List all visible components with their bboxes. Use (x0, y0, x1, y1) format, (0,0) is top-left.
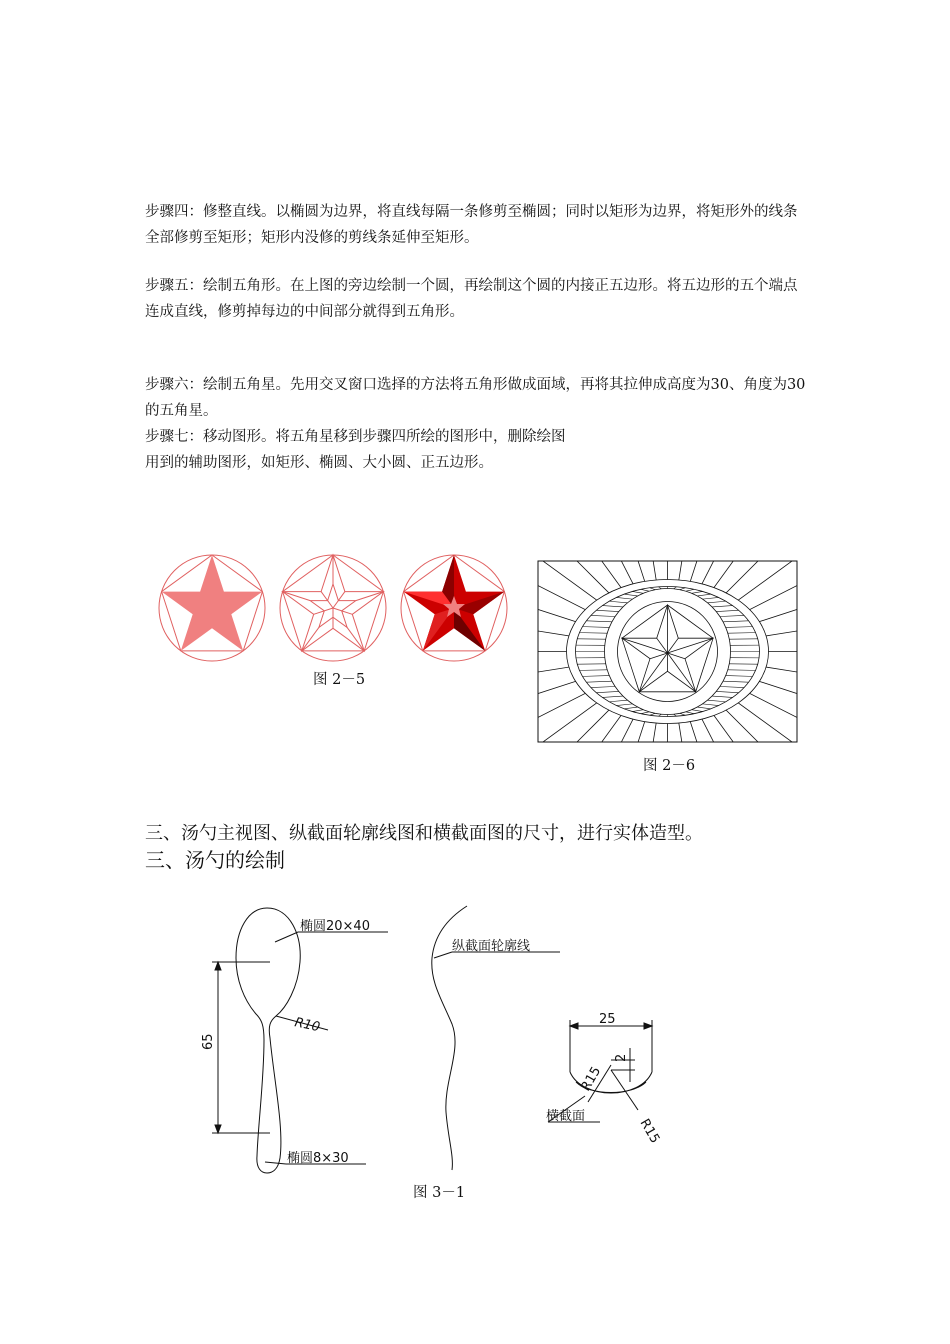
label-ellipse-small: 椭圆8×30 (287, 1151, 349, 1166)
figure-2-6-caption: 图 2－6 (643, 758, 696, 774)
label-thickness-2: 2 (614, 1053, 629, 1062)
figure-2-5 (150, 548, 510, 673)
star-flat (159, 555, 265, 661)
label-r15-a: R15 (578, 1064, 605, 1094)
figure-2-6 (537, 560, 799, 744)
label-profile: 纵截面轮廓线 (452, 939, 531, 954)
figure-2-5-caption: 图 2－5 (313, 672, 366, 688)
label-ellipse-big: 椭圆20×40 (300, 919, 370, 934)
star-wireframe (280, 555, 386, 661)
step5-text: 步骤五：绘制五角形。在上图的旁边绘制一个圆，再绘制这个圆的内接正五边形。将五边形的五个端点连成直线，修剪掉每边的中间部分就得到五角形。 (145, 278, 798, 320)
step6-text: 步骤六：绘制五角星。先用交叉窗口选择的方法将五角形做成面域，再将其拉伸成高度为30、角度为30的五角星。 (145, 377, 806, 419)
label-length-65: 65 (201, 1033, 216, 1050)
label-width-25: 25 (599, 1012, 616, 1027)
step7-line1: 步骤七：移动图形。将五角星移到步骤四所绘的图形中，删除绘图 (145, 429, 566, 445)
label-r10: R10 (293, 1015, 322, 1036)
section3-line1: 三、汤勺主视图、纵截面轮廓线图和横截面图的尺寸，进行实体造型。 (145, 823, 703, 844)
star-3d (401, 555, 507, 661)
figure-3-1 (190, 900, 680, 1180)
label-r15-b: R15 (636, 1116, 663, 1147)
step4-text: 步骤四：修整直线。以椭圆为边界，将直线每隔一条修剪至椭圆；同时以矩形为边界，将矩形外的线条全部修剪至矩形；矩形内没修的剪线条延伸至矩形。 (145, 204, 798, 246)
section3-title: 三、汤勺的绘制 (145, 848, 285, 872)
step7-text (145, 424, 810, 476)
step7-line2: 用到的辅助图形，如矩形、椭圆、大小圆、正五边形。 (145, 455, 493, 471)
figure-3-1-caption: 图 3－1 (413, 1185, 466, 1201)
label-cross-section: 横截面 (546, 1109, 586, 1124)
